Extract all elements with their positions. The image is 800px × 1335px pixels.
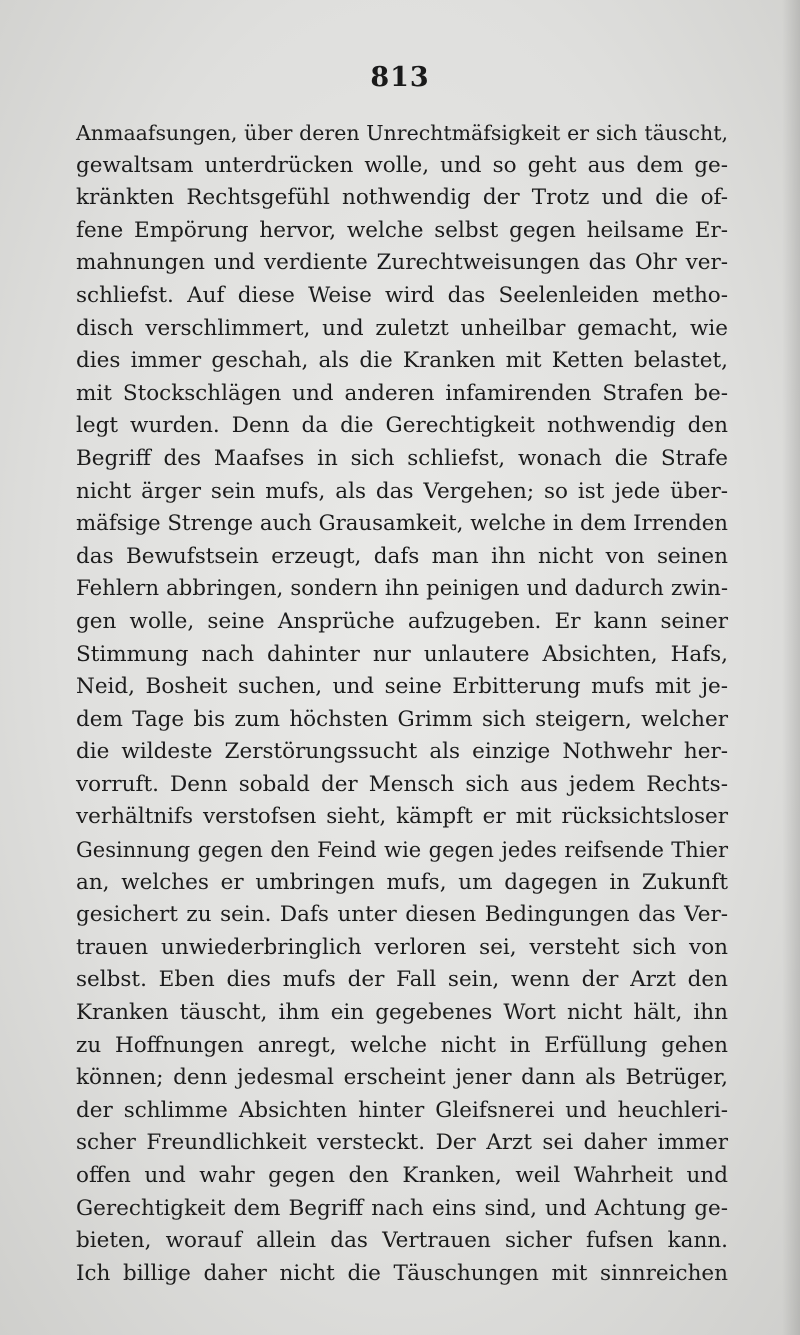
text-line: trauen unwiederbringlich verloren sei, versteht sich von [76, 934, 728, 960]
text-line: nicht ärger sein mufs, als das Vergehen; so ist jede über- [76, 478, 728, 504]
text-line: Stimmung nach dahinter nur unlautere Absichten, Hafs, [76, 641, 728, 667]
text-line: legt wurden. Denn da die Gerechtigkeit nothwendig den [76, 413, 728, 439]
text-line: vorruft. Denn sobald der Mensch sich aus jedem Rechts- [76, 771, 728, 797]
text-line: zu Hoffnungen anregt, welche nicht in Erfüllung gehen [76, 1032, 728, 1058]
text-line: Begriff des Maafses in sich schliefst, wonach die Strafe [76, 445, 728, 471]
text-line: offen und wahr gegen den Kranken, weil Wahrheit und [76, 1163, 728, 1188]
text-line: Gesinnung gegen den Feind wie gegen jedes reifsende Thier [76, 838, 728, 863]
text-line: Anmaafsungen, über deren Unrechtmäfsigkeit er sich täuscht, [76, 121, 728, 145]
text-line: mahnungen und verdiente Zurechtweisungen das Ohr ver- [76, 250, 728, 276]
body-text [76, 117, 728, 1290]
text-line: scher Freundlichkeit versteckt. Der Arzt sei daher immer [76, 1130, 728, 1156]
text-line: fene Empörung hervor, welche selbst gegen heilsame Er- [76, 217, 728, 243]
text-line: dies immer geschah, als die Kranken mit Ketten belastet, [76, 348, 728, 374]
text-line: selbst. Eben dies mufs der Fall sein, wenn der Arzt den [76, 967, 728, 993]
text-line: der schlimme Absichten hinter Gleifsnerei und heuchleri- [76, 1097, 728, 1123]
text-line: Gerechtigkeit dem Begriff nach eins sind, und Achtung ge- [76, 1195, 728, 1221]
text-line: mäfsige Strenge auch Grausamkeit, welche in dem Irrenden [76, 511, 728, 537]
text-line: können; denn jedesmal erscheint jener dann als Betrüger, [76, 1065, 728, 1091]
text-line: dem Tage bis zum höchsten Grimm sich steigern, welcher [76, 706, 728, 732]
page-number: 813 [370, 62, 430, 93]
text-line: verhältnifs verstofsen sieht, kämpft er mit rücksichtsloser [76, 804, 728, 830]
text-line: gen wolle, seine Ansprüche aufzugeben. Er kann seiner [76, 608, 728, 634]
text-line: gesichert zu sein. Dafs unter diesen Bedingungen das Ver- [76, 902, 728, 928]
text-line: schliefst. Auf diese Weise wird das Seelenleiden metho- [76, 282, 728, 308]
text-line: an, welches er umbringen mufs, um dagegen in Zukunft [76, 869, 728, 895]
text-line: bieten, worauf allein das Vertrauen sicher fufsen kann. [76, 1228, 728, 1254]
text-line: die wildeste Zerstörungssucht als einzige Nothwehr her- [76, 739, 728, 765]
text-line: gewaltsam unterdrücken wolle, und so geht aus dem ge- [76, 152, 728, 178]
text-line: mit Stockschlägen und anderen infamirenden Strafen be- [76, 380, 728, 406]
page-edge-shadow [782, 0, 800, 1335]
text-line: kränkten Rechtsgefühl nothwendig der Trotz und die of- [76, 185, 728, 211]
text-line: Neid, Bosheit suchen, und seine Erbitterung mufs mit je- [76, 674, 728, 700]
text-line: Fehlern abbringen, sondern ihn peinigen und dadurch zwin- [76, 576, 728, 602]
text-line: disch verschlimmert, und zuletzt unheilbar gemacht, wie [76, 315, 728, 341]
text-line: Ich billige daher nicht die Täuschungen mit sinnreichen [76, 1260, 728, 1286]
text-line: das Bewufstsein erzeugt, dafs man ihn nicht von seinen [76, 543, 728, 569]
text-line: Kranken täuscht, ihm ein gegebenes Wort nicht hält, ihn [76, 1000, 728, 1026]
